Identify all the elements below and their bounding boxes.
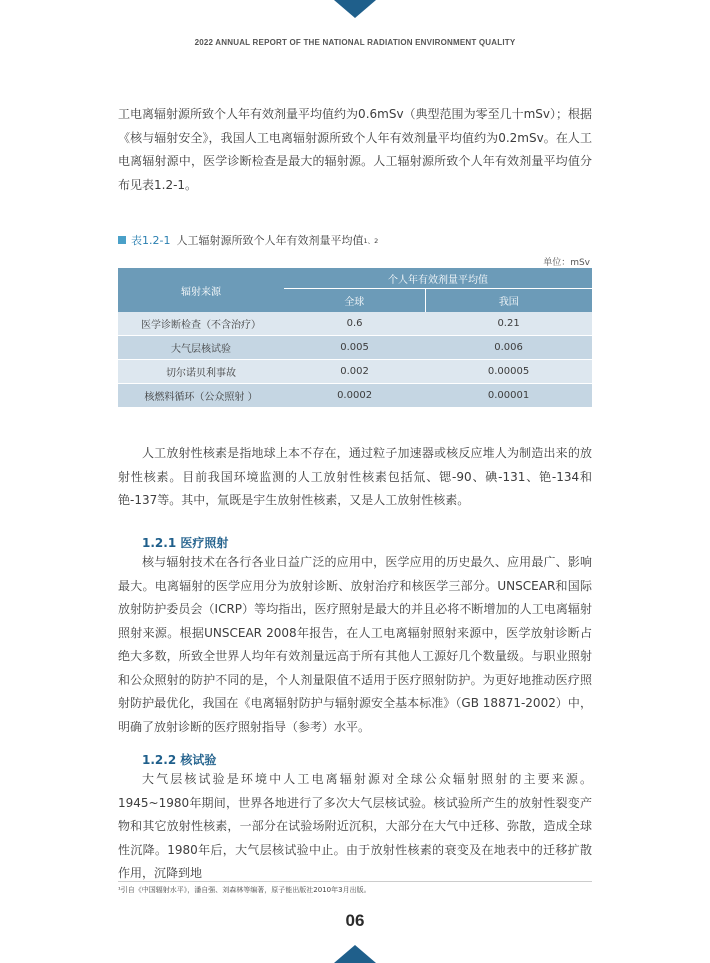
cell-china: 0.21 xyxy=(425,312,592,336)
cell-source: 医学诊断检查（不含治疗） xyxy=(118,312,284,336)
cell-global: 0.0002 xyxy=(284,384,425,408)
table-row xyxy=(118,312,592,336)
cell-global: 0.005 xyxy=(284,336,425,360)
footnote-divider xyxy=(118,881,592,882)
cell-china: 0.00005 xyxy=(425,360,592,384)
cell-global: 0.6 xyxy=(284,312,425,336)
table-unit: 单位：mSv xyxy=(543,258,590,268)
table-caption-superscript: 1、2 xyxy=(363,236,379,245)
table-header-source: 辐射来源 xyxy=(118,268,284,312)
table-row xyxy=(118,360,592,384)
page-number: 06 xyxy=(345,911,365,930)
cell-source: 切尔诺贝利事故 xyxy=(118,360,284,384)
running-header: 2022 ANNUAL REPORT OF THE NATIONAL RADIATION ENVIRONMENT QUALITY xyxy=(194,38,516,47)
artificial-nuclides-paragraph: 人工放射性核素是指地球上本不存在，通过粒子加速器或核反应堆人为制造出来的放射性核素。目前我国环境监测的人工放射性核素包括氚、锶-90、碘-131、铯-134和铯-137等。其中，氚既是宇生放射性核素，又是人工放射性核素。 xyxy=(118,446,592,507)
table-header-global: 全球 xyxy=(284,289,425,312)
radiation-dose-table xyxy=(118,268,592,408)
intro-paragraph: 工电离辐射源所致个人年有效剂量平均值约为0.6mSv（典型范围为零至几十mSv）；根据《核与辐射安全》，我国人工电离辐射源所致个人年有效剂量平均值约为0.2mSv。在人工电离辐射源中，医学诊断检查是最大的辐射源。人工辐射源所致个人年有效剂量平均值分布见表1.2-1。 xyxy=(118,107,592,192)
section-body-medical: 核与辐射技术在各行各业日益广泛的应用中，医学应用的历史最久、应用最广、影响最大。电离辐射的医学应用分为放射诊断、放射治疗和核医学三部分。UNSCEAR和国际放射防护委员会（ICRP）等均指出，医疗照射是最大的并且必将不断增加的人工电离辐射照射来源。根据UNSCEAR 2008年报告，在人工电离辐射照射来源中，医学放射诊断占绝大多数，所致全世界人均年有效剂量远高于所有其他人工源好几个数量级。与职业照射和公众照射的防护不同的是，个人剂量限值不适用于医疗照射防护。为更好地推动医疗照射防护最优化，我国在《电离辐射防护与辐射源安全基本标准》（GB 18871-2002）中，明确了放射诊断的医疗照射指导（参考）水平。 xyxy=(118,555,592,734)
footnote: ¹引自《中国辐射水平》，潘自强、刘森林等编著，原子能出版社2010年3月出版。 xyxy=(118,886,371,894)
caption-square-icon xyxy=(118,236,126,244)
cell-source: 大气层核试验 xyxy=(118,336,284,360)
top-triangle-decoration xyxy=(334,0,376,18)
section-title-medical: 1.2.1 医疗照射 xyxy=(142,536,229,550)
table-caption-title: 人工辐射源所致个人年有效剂量平均值 xyxy=(176,234,364,247)
table-caption-label: 表1.2-1 xyxy=(131,234,171,247)
cell-china: 0.00001 xyxy=(425,384,592,408)
section-title-nuclear-test: 1.2.2 核试验 xyxy=(142,753,217,767)
cell-source: 核燃料循环（公众照射 ） xyxy=(118,384,284,408)
table-row xyxy=(118,336,592,360)
cell-global: 0.002 xyxy=(284,360,425,384)
table-caption xyxy=(118,232,378,248)
table-row xyxy=(118,384,592,408)
section-body-nuclear-test: 大气层核试验是环境中人工电离辐射源对全球公众辐射照射的主要来源。1945~1980年期间，世界各地进行了多次大气层核试验。核试验所产生的放射性裂变产物和其它放射性核素，一部分在试验场附近沉积，大部分在大气中迁移、弥散，造成全球性沉降。1980年后，大气层核试验中止。由于放射性核素的衰变及在地表中的迁移扩散作用，沉降到地 xyxy=(118,772,592,880)
table-header-china: 我国 xyxy=(425,289,592,312)
table-header-group: 个人年有效剂量平均值 xyxy=(284,268,592,289)
bottom-triangle-decoration xyxy=(334,945,376,963)
cell-china: 0.006 xyxy=(425,336,592,360)
